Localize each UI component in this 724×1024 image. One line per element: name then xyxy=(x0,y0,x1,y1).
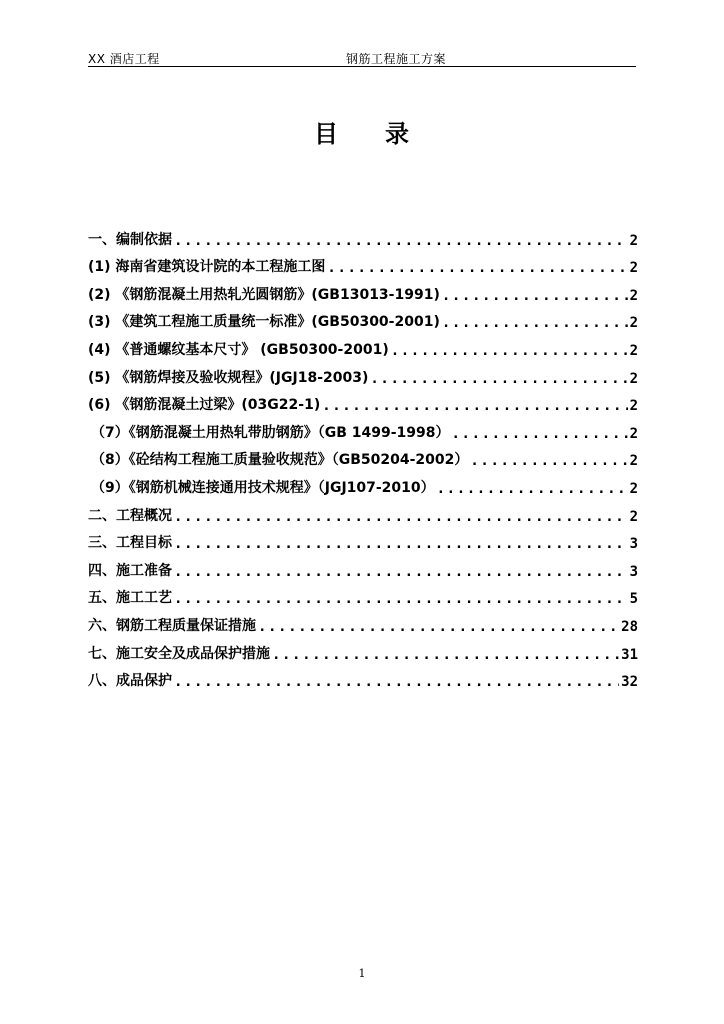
toc-entry-page: 2 xyxy=(629,315,638,332)
toc-entry-label: 五、施工工艺 xyxy=(88,590,172,607)
toc-entry[interactable] xyxy=(88,249,638,277)
toc-entry-page: 5 xyxy=(629,591,638,608)
toc-leader-dots xyxy=(174,233,628,249)
toc-entry-label: 七、施工安全及成品保护措施 xyxy=(88,645,270,662)
toc-entry-page: 3 xyxy=(629,536,638,553)
toc-entry-page: 28 xyxy=(621,618,638,635)
toc-leader-dots xyxy=(174,674,619,690)
toc-entry[interactable] xyxy=(88,442,638,470)
toc-entry-label: (1) 海南省建筑设计院的本工程施工图 xyxy=(88,259,326,276)
toc-entry[interactable] xyxy=(88,635,638,663)
toc-entry-page: 2 xyxy=(629,287,638,304)
toc-leader-dots xyxy=(174,564,628,580)
toc-entry[interactable] xyxy=(88,580,638,608)
toc-entry-page: 32 xyxy=(621,674,638,691)
toc-entry-label: 四、施工准备 xyxy=(88,562,172,579)
toc-entry-page: 3 xyxy=(629,563,638,580)
toc-entry[interactable] xyxy=(88,552,638,580)
toc-entry-page: 2 xyxy=(629,398,638,415)
toc-leader-dots xyxy=(322,398,627,414)
toc-leader-dots xyxy=(391,343,628,359)
toc-leader-dots xyxy=(174,509,628,525)
toc-leader-dots xyxy=(442,315,628,331)
toc-entry-label: 三、工程目标 xyxy=(88,535,172,552)
toc-leader-dots xyxy=(174,591,628,607)
toc-leader-dots xyxy=(258,619,619,635)
toc-leader-dots xyxy=(452,426,628,442)
toc-entry-page: 2 xyxy=(629,480,638,497)
toc-entry[interactable] xyxy=(88,304,638,332)
toc-entry-label: （8）《砼结构工程施工质量验收规范》（GB50204-2002） xyxy=(91,452,469,469)
toc-entry-page: 2 xyxy=(629,342,638,359)
toc-leader-dots xyxy=(442,288,628,304)
toc-entry[interactable] xyxy=(88,497,638,525)
toc-entry[interactable] xyxy=(88,663,638,691)
toc-title xyxy=(0,114,724,149)
toc-entry-label: (6) 《钢筋混凝土过梁》(03G22-1) xyxy=(88,397,321,414)
toc-entry-label: （7）《钢筋混凝土用热轧带肋钢筋》（GB 1499-1998） xyxy=(91,424,450,441)
toc-entry-label: (2) 《钢筋混凝土用热轧光圆钢筋》(GB13013-1991) xyxy=(88,286,440,303)
toc-entry-label: 八、成品保护 xyxy=(88,673,172,690)
toc-leader-dots xyxy=(272,647,619,663)
toc-entry-label: 二、工程概况 xyxy=(88,507,172,524)
toc-leader-dots xyxy=(437,481,628,497)
toc-entry[interactable] xyxy=(88,331,638,359)
toc-entry-label: (4) 《普通螺纹基本尺寸》 (GB50300-2001) xyxy=(88,341,389,358)
toc-entry-page: 2 xyxy=(629,232,638,249)
header-project-name: XX 酒店工程 xyxy=(88,52,160,66)
toc-entry[interactable] xyxy=(88,221,638,249)
toc-entry-page: 2 xyxy=(629,425,638,442)
toc-leader-dots xyxy=(470,453,627,469)
toc-entry[interactable] xyxy=(88,525,638,553)
toc-entry-page: 2 xyxy=(629,370,638,387)
toc-leader-dots xyxy=(174,536,628,552)
toc-entry-label: (5) 《钢筋焊接及验收规程》(JGJ18-2003) xyxy=(88,369,369,386)
toc-entry-page: 2 xyxy=(629,453,638,470)
toc-leader-dots xyxy=(370,371,627,387)
toc-entry-label: (3) 《建筑工程施工质量统一标准》(GB50300-2001) xyxy=(88,314,440,331)
toc-entry-label: 六、钢筋工程质量保证措施 xyxy=(88,617,256,634)
toc-entry-page: 2 xyxy=(629,508,638,525)
toc-entry[interactable] xyxy=(88,414,638,442)
toc-entry[interactable] xyxy=(88,387,638,415)
page-number: 1 xyxy=(358,967,366,980)
toc-title-char-2: 录 xyxy=(385,120,410,148)
header-document-name: 钢筋工程施工方案 xyxy=(346,52,447,66)
toc-entry-page: 31 xyxy=(621,646,638,663)
toc-entry-label: （9）《钢筋机械连接通用技术规程》（JGJ107-2010） xyxy=(91,479,435,496)
toc-entry[interactable] xyxy=(88,276,638,304)
toc-entry[interactable] xyxy=(88,469,638,497)
table-of-contents xyxy=(88,221,638,690)
toc-entry-label: 一、编制依据 xyxy=(88,231,172,248)
toc-entry[interactable] xyxy=(88,359,638,387)
toc-title-char-1: 目 xyxy=(314,120,339,148)
toc-entry-page: 2 xyxy=(629,260,638,277)
page-header xyxy=(88,48,636,67)
toc-entry[interactable] xyxy=(88,607,638,635)
toc-leader-dots xyxy=(327,260,627,276)
